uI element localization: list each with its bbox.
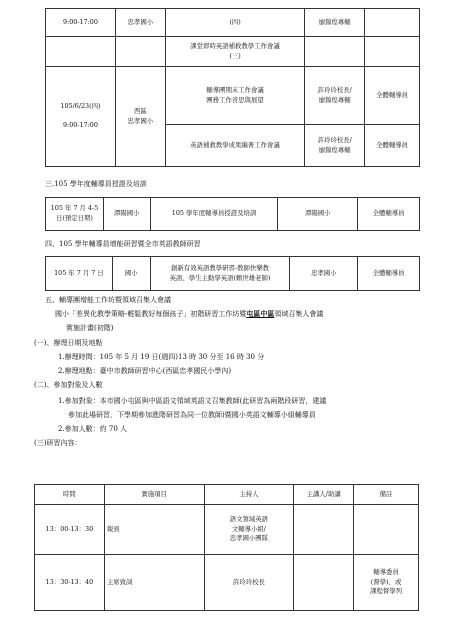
content-cell: (四) (165, 9, 305, 37)
host-line: 廖錦煌專輔 (318, 145, 351, 154)
content-line: 課堂即時英語補救教學工作會議 (190, 41, 280, 50)
table-row (46, 37, 420, 67)
table-row (46, 198, 420, 231)
host-line: 語文領域英語 (229, 514, 269, 523)
place-line: 2.辦理地點：臺中市教師研習中心(西區忠孝國民小學內) (58, 367, 232, 375)
place-cell (115, 67, 165, 167)
speaker-cell (294, 555, 354, 611)
intro-text: 國小「差異化教學策略-輕鬆教好每個孩子」初階研習工作坊暨 (55, 310, 247, 318)
time-cell (46, 198, 104, 231)
time-cell: 13：00-13：30 (35, 505, 105, 555)
note-line: 課程督學列 (370, 587, 403, 596)
content-line: 團務工作省思與展望 (206, 95, 264, 104)
agenda-table (34, 484, 419, 611)
place-cell: 忠孝國小 (115, 9, 165, 37)
host-cell: 潭陽國小 (278, 198, 358, 231)
item-cell: 主席致詞 (104, 555, 204, 611)
table-row (35, 555, 419, 611)
host-cell: 許玲玲校長 (204, 555, 294, 611)
workshop-table (45, 256, 420, 291)
content-line: 英語、學生主動學英語(賴世雄老師) (169, 273, 271, 282)
host-line: 忠孝國小團隊 (229, 534, 269, 543)
attendees-cell (365, 37, 420, 67)
content-cell (150, 257, 290, 291)
time-cell: 13：30-13：40 (35, 555, 105, 611)
time-line: 日(預定日期) (55, 214, 93, 222)
speaker-cell (294, 505, 354, 555)
note-cell (354, 555, 419, 611)
attendees-cell (365, 9, 420, 37)
table-row (46, 9, 420, 37)
intro-text: 領域召集人會議 (274, 310, 324, 318)
host-line: 許玲玲校長/ (317, 135, 352, 144)
place-cell: 國小 (112, 257, 150, 291)
section-5-intro (55, 309, 323, 319)
header-note: 備註 (354, 485, 419, 505)
note-cell (354, 505, 419, 555)
host-cell (305, 125, 365, 167)
content-cell (165, 67, 305, 125)
content-line: (三) (229, 51, 241, 60)
participants-count: 2.參加人數：約 70 人 (58, 425, 128, 433)
header-time: 時間 (35, 485, 105, 505)
place-cell: 潭陽國小 (103, 198, 150, 231)
place-cell (115, 37, 165, 67)
subheading-participants: (二)、參加對象及人數 (34, 381, 103, 389)
time-line: 105/6/23(四) (60, 101, 101, 110)
host-cell (305, 67, 365, 125)
date-line: 1.辦理時間：105 年 5 月 19 日(週四)13 時 30 分至 16 時 30 分 (58, 353, 265, 361)
host-cell (204, 505, 294, 555)
time-cell: 9:00-17:00 (46, 9, 116, 37)
attendees-cell: 全體輔導員 (358, 257, 420, 291)
host-cell (305, 37, 365, 67)
intro-highlight: 屯區中區 (246, 309, 275, 318)
time-line: 105 年 7 月 4-5 (50, 204, 99, 213)
item-cell: 報到 (104, 505, 204, 555)
time-line: 9:00-17:00 (62, 121, 98, 130)
content-cell: 105 學年度輔導員授證及培訓 (150, 198, 278, 231)
participants-line: 參加此場研習，下學期參加進階研習為同一位教師)暨國小英語文輔導小組輔導員 (68, 411, 316, 419)
table-row (46, 67, 420, 125)
header-item: 實施項目 (104, 485, 204, 505)
table-row (46, 257, 420, 291)
section-4-title: 四、105 學年輔導員增能研習暨全市英語教師研習 (45, 240, 201, 248)
host-cell: 廖錦煌專輔 (305, 9, 365, 37)
host-line: 許玲玲校長/ (317, 85, 352, 94)
time-cell: 105 年 7 月 7 日 (46, 257, 113, 291)
time-cell (46, 67, 116, 167)
host-line: 文輔導小組/ (231, 524, 266, 533)
place-line: 西區 (133, 106, 147, 115)
host-line: 廖錦煌專輔 (318, 95, 351, 104)
training-table (45, 197, 420, 231)
subheading-date-place: (一)、辦理日期及地點 (34, 339, 103, 347)
host-cell: 忠孝國小 (290, 257, 358, 291)
section-5-title: 五、輔導團增能工作坊暨領域召集人會議 (45, 296, 171, 304)
section-5-plan: 實施計畫(初階) (66, 324, 114, 332)
header-speaker: 主講人/助講 (294, 485, 354, 505)
content-line: 輔導團期末工作會議 (206, 85, 264, 94)
subheading-content: (三)研習內容： (34, 439, 82, 447)
header-host: 主持人 (204, 485, 294, 505)
attendees-cell: 全體輔導員 (358, 198, 420, 231)
time-cell (46, 37, 116, 67)
place-line: 忠孝國小 (127, 116, 154, 125)
content-line: 創新有效英語教學研習-教師快樂教 (171, 263, 270, 272)
content-cell: 英語補救教學成果編著工作會議 (165, 125, 305, 167)
note-line: 輔導委員 (373, 567, 399, 576)
table-row (35, 505, 419, 555)
participants-line: 1.參加對象：本市國小屯區與中區語文領域英語文召集教師(此研習為兩階段研習，建議 (58, 397, 327, 405)
attendees-cell: 全體輔導員 (365, 67, 420, 125)
schedule-table-top (45, 8, 420, 167)
note-line: (督學)、或 (370, 577, 402, 586)
content-cell (165, 37, 305, 67)
attendees-cell: 全體輔導員 (365, 125, 420, 167)
table-header-row (35, 485, 419, 505)
section-3-title: 三.105 學年度輔導員授證及培訓 (45, 180, 147, 188)
